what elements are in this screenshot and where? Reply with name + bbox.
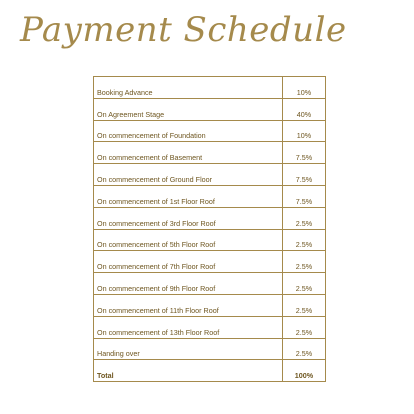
stage-cell: On commencement of 9th Floor Roof <box>94 273 283 295</box>
stage-cell: On commencement of Basement <box>94 142 283 164</box>
percent-cell: 2.5% <box>283 229 326 251</box>
stage-cell: Booking Advance <box>94 77 283 99</box>
percent-cell: 2.5% <box>283 294 326 316</box>
table-row <box>94 251 326 273</box>
percent-cell: 7.5% <box>283 164 326 186</box>
table-row <box>94 98 326 120</box>
total-label: Total <box>94 360 283 382</box>
stage-cell: On commencement of 13th Floor Roof <box>94 316 283 338</box>
stage-cell: On commencement of 3rd Floor Roof <box>94 207 283 229</box>
table-row <box>94 185 326 207</box>
table-row <box>94 273 326 295</box>
stage-cell: On commencement of 11th Floor Roof <box>94 294 283 316</box>
table-row <box>94 294 326 316</box>
table-row <box>94 316 326 338</box>
payment-schedule-table <box>93 76 326 382</box>
percent-cell: 10% <box>283 77 326 99</box>
percent-cell: 2.5% <box>283 338 326 360</box>
percent-cell: 40% <box>283 98 326 120</box>
stage-cell: Handing over <box>94 338 283 360</box>
table-row <box>94 229 326 251</box>
stage-cell: On commencement of Foundation <box>94 120 283 142</box>
percent-cell: 7.5% <box>283 142 326 164</box>
table-row <box>94 77 326 99</box>
table-row <box>94 338 326 360</box>
percent-cell: 7.5% <box>283 185 326 207</box>
stage-cell: On Agreement Stage <box>94 98 283 120</box>
page-title: Payment Schedule <box>20 10 347 50</box>
stage-cell: On commencement of 5th Floor Roof <box>94 229 283 251</box>
table-row <box>94 142 326 164</box>
total-row <box>94 360 326 382</box>
table-row <box>94 207 326 229</box>
percent-cell: 2.5% <box>283 251 326 273</box>
stage-cell: On commencement of 7th Floor Roof <box>94 251 283 273</box>
percent-cell: 2.5% <box>283 273 326 295</box>
table-row <box>94 120 326 142</box>
percent-cell: 10% <box>283 120 326 142</box>
percent-cell: 2.5% <box>283 207 326 229</box>
stage-cell: On commencement of 1st Floor Roof <box>94 185 283 207</box>
total-percent: 100% <box>283 360 326 382</box>
table-row <box>94 164 326 186</box>
percent-cell: 2.5% <box>283 316 326 338</box>
stage-cell: On commencement of Ground Floor <box>94 164 283 186</box>
